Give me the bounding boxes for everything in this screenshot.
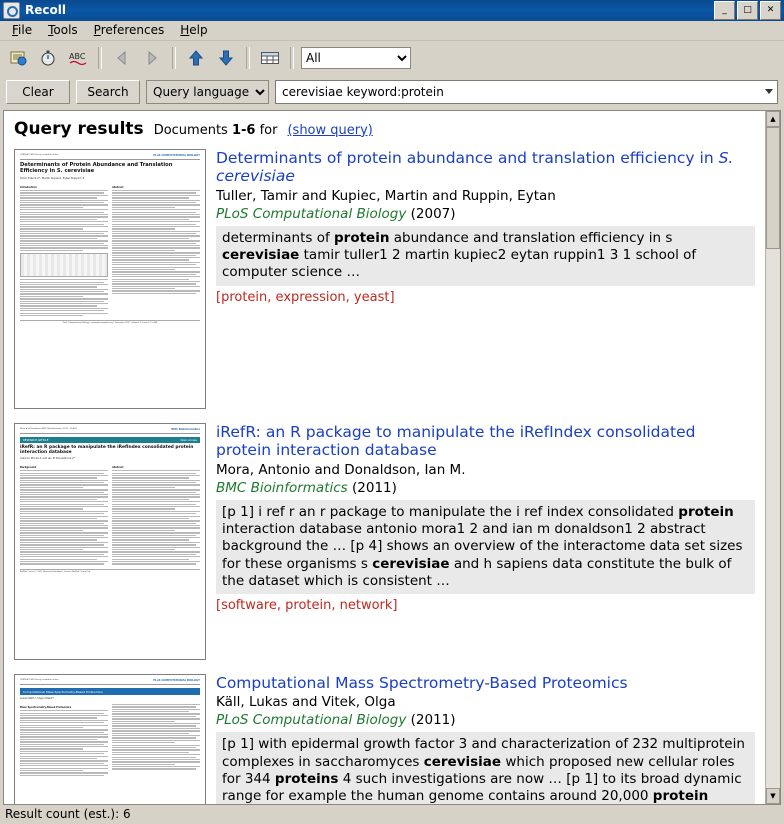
toggle-indexing-button[interactable]: [35, 45, 61, 71]
arrow-left-icon: [113, 49, 131, 67]
thumb-section-1: Mass Spectrometry-Based Proteomics: [20, 705, 72, 709]
result-keywords: [software, protein, network]: [216, 598, 398, 614]
for-label: for: [259, 122, 278, 138]
window-controls: [714, 1, 781, 20]
results-list: [4, 111, 765, 804]
result-filter-select[interactable]: [301, 47, 411, 69]
thumb-figure: [20, 253, 108, 277]
thumb-section-1: Introduction: [20, 185, 37, 189]
status-text: Result count (est.): 6: [5, 807, 131, 822]
scrollbar-thumb[interactable]: [766, 127, 780, 249]
toolbar: [0, 41, 784, 75]
documents-label: Documents: [153, 122, 228, 138]
thumb-columns: [20, 464, 200, 566]
results-panel: [3, 110, 781, 805]
thumb-footer: PLoS Computational Biology | www.ploscompbiol.org 1 December 2007 | Volume 3 | Issue 12 | e248: [20, 320, 200, 325]
snippet-part: which proposed new cellular roles for 344: [222, 753, 735, 787]
scroll-down-arrow[interactable]: ▼: [766, 788, 780, 804]
toolbar-separator-2: [172, 47, 176, 69]
result-title-main: Determinants of protein abundance and translation efficiency in: [216, 148, 719, 167]
query-language-select[interactable]: [146, 80, 269, 104]
result-journal: [216, 480, 755, 496]
thumb-authors: Tamir Tuller1,2*, Martin Kupiec2, Eytan Ruppin1,3: [20, 177, 85, 181]
thumb-title: Determinants of Protein Abundance and Translation Efficiency in S. cerevisiae: [20, 162, 173, 175]
document-thumbnail[interactable]: [14, 149, 206, 409]
result-journal-name: PLoS Computational Biology: [216, 712, 407, 729]
spelling-button[interactable]: [65, 45, 91, 71]
toolbar-separator-3: [246, 47, 250, 69]
result-journal-name: PLoS Computational Biology: [216, 205, 407, 222]
menu-bar: [0, 21, 784, 41]
thumb-header-left: OPEN ACCESS Freely available online: [20, 154, 59, 157]
result-item[interactable]: [14, 674, 755, 804]
result-year: (2011): [352, 479, 397, 496]
menu-help[interactable]: Help: [180, 23, 208, 38]
menu-tools-rest: ools: [53, 23, 78, 38]
result-authors: Käll, Lukas and Vitek, Olga: [216, 694, 396, 711]
window-title: Recoll: [25, 3, 66, 18]
close-button[interactable]: ✕: [760, 1, 781, 20]
result-snippet: [216, 500, 755, 594]
thumb-columns: [20, 184, 200, 318]
arrow-up-icon: [187, 49, 205, 67]
result-details: [216, 674, 755, 804]
snippet-part: interaction database antonio mora1 2 and ian m donaldson1 2 abstract background the … [p 4] shows an overview of the interactome data set sizes for these organisms s: [222, 521, 743, 572]
clear-button[interactable]: Clear: [6, 80, 70, 104]
result-keywords: [protein, expression, yeast]: [216, 289, 395, 305]
documents-count: [154, 123, 278, 138]
menu-file[interactable]: File: [12, 23, 33, 38]
recoll-icon: [3, 2, 20, 19]
back-button[interactable]: [109, 45, 135, 71]
abc-spell-icon: [68, 50, 88, 66]
update-index-button[interactable]: [5, 45, 31, 71]
result-snippet: [216, 226, 755, 286]
result-title-italic: S. cerevisiae: [216, 148, 734, 186]
result-title[interactable]: iRefR: an R package to manipulate the iRefIndex consolidated protein interaction database: [216, 422, 696, 460]
snippet-term: protein: [334, 229, 390, 246]
result-item[interactable]: [14, 423, 755, 660]
arrow-right-icon: [143, 49, 161, 67]
thumb-title: Computational Mass Spectrometry-Based Proteomics: [20, 688, 200, 695]
thumb-header-left: Mora and Donaldson BMC Bioinformatics 2011, 12:455: [20, 428, 77, 431]
document-thumbnail[interactable]: [14, 423, 206, 660]
scrollbar-track[interactable]: [766, 127, 780, 788]
result-title[interactable]: [216, 149, 755, 186]
result-authors: Tuller, Tamir and Kupiec, Martin and Ruppin, Eytan: [216, 188, 556, 205]
thumb-badge-label: RESEARCH ARTICLE: [23, 438, 49, 442]
snippet-term: protein: [678, 503, 734, 520]
thumb-col-left: [20, 704, 108, 777]
snippet-part: tamir tuller1 2 martin kupiec2 eytan ruppin1 3 1 school of computer science …: [222, 247, 697, 281]
minimize-button[interactable]: _: [714, 1, 735, 20]
thumb-header-right: PLoS COMPUTATIONAL BIOLOGY: [153, 153, 200, 157]
result-journal: [216, 712, 755, 728]
table-view-button[interactable]: [257, 45, 283, 71]
document-thumbnail[interactable]: [14, 674, 206, 804]
result-details: [216, 149, 755, 409]
stopwatch-icon: [39, 49, 57, 67]
menu-help-rest: elp: [189, 23, 208, 38]
menu-preferences-rest: references: [100, 23, 165, 38]
sort-down-button[interactable]: [213, 45, 239, 71]
thumb-col-left: [20, 464, 108, 566]
table-grid-icon: [260, 50, 280, 66]
result-year: (2007): [410, 205, 456, 222]
snippet-part: [p 1] with epidermal growth factor 3 and characterization of 232 multiprotein complexes in saccharomyces: [222, 736, 745, 770]
result-details: [216, 423, 755, 660]
thumb-section-1: Background: [20, 465, 37, 469]
snippet-term: proteins: [274, 770, 339, 787]
thumb-col-right: [112, 464, 200, 566]
menu-tools[interactable]: Tools: [48, 23, 78, 38]
search-input[interactable]: [280, 84, 761, 100]
search-bar: [0, 75, 784, 110]
result-journal: [216, 206, 755, 222]
thumb-col-left: [20, 184, 108, 318]
thumb-footer: [20, 569, 200, 574]
thumb-header-left: OPEN ACCESS Freely available online: [20, 679, 59, 682]
thumb-header: [20, 428, 200, 435]
thumb-section-2: Abstract: [112, 465, 124, 469]
result-snippet: [216, 732, 755, 804]
svg-text:ABC: ABC: [69, 52, 86, 62]
menu-file-rest: ile: [18, 23, 33, 38]
snippet-term: cerevisiae: [423, 753, 502, 770]
documents-range: 1-6: [231, 122, 256, 138]
chevron-down-icon[interactable]: [765, 89, 773, 94]
thumb-columns: [20, 704, 200, 777]
thumb-header-right: PLoS COMPUTATIONAL BIOLOGY: [153, 678, 200, 682]
snippet-part: [p 1] i ref r an r package to manipulate the i ref index consolidated: [222, 503, 679, 520]
thumb-badge-access: Open Access: [180, 438, 197, 442]
page-title: Query results: [14, 118, 144, 139]
thumb-authors: Antonio Mora1,2 and Ian M Donaldson1,2*: [20, 457, 76, 461]
status-bar: [0, 805, 784, 824]
toolbar-separator-4: [290, 47, 294, 69]
thumb-footer-text: BioMed Central © 2011 Mora and Donaldson; licensee BioMed Central Ltd.: [20, 570, 91, 573]
scroll-up-arrow[interactable]: ▲: [766, 111, 780, 127]
thumb-header: [20, 154, 200, 161]
thumb-col-right: [112, 184, 200, 318]
thumb-article-badge: [20, 437, 200, 443]
thumbnail-page-preview: [15, 150, 205, 408]
sort-up-button[interactable]: [183, 45, 209, 71]
forward-button[interactable]: [139, 45, 165, 71]
snippet-part: 4 such investigations are now … [p 1] to its broad dynamic range for example the human genome contains around 20,000: [222, 770, 742, 804]
results-scrollbar[interactable]: [765, 111, 780, 804]
snippet-part: abundance and translation efficiency in s: [389, 229, 673, 246]
thumb-title: iRefR: an R package to manipulate the iRefIndex consolidated protein interaction database: [20, 445, 194, 456]
search-button[interactable]: Search: [76, 80, 140, 104]
thumb-authors: Lukas Käll1*, Olga Vitek2*: [20, 697, 54, 701]
result-item[interactable]: [14, 149, 755, 409]
result-authors: Mora, Antonio and Donaldson, Ian M.: [216, 462, 466, 479]
search-input-wrapper[interactable]: [275, 80, 778, 104]
title-bar: [0, 0, 784, 21]
snippet-term: protein: [652, 788, 709, 804]
thumb-header: [20, 679, 200, 686]
thumbnail-page-preview: [15, 675, 205, 804]
thumb-section-2: Abstract: [112, 185, 124, 189]
result-title[interactable]: Computational Mass Spectrometry-Based Proteomics: [216, 673, 628, 692]
menu-preferences[interactable]: Preferences: [93, 23, 165, 38]
show-query-link[interactable]: (show query): [287, 122, 373, 138]
snippet-part: and h sapiens data constitute the bulk of the dataset which is consistent …: [222, 555, 732, 589]
toolbar-separator-1: [98, 47, 102, 69]
result-journal-name: BMC Bioinformatics: [216, 479, 348, 496]
thumb-header-right: BMC Bioinformatics: [171, 427, 200, 431]
results-header: [14, 119, 755, 139]
snippet-term: cerevisiae: [222, 247, 300, 264]
maximize-button[interactable]: □: [737, 1, 758, 20]
thumb-col-right: [112, 704, 200, 777]
result-year: (2011): [410, 712, 456, 729]
snippet-term: cerevisiae: [372, 555, 450, 572]
arrow-down-icon: [217, 49, 235, 67]
thumbnail-page-preview: [15, 424, 205, 659]
snippet-part: determinants of: [222, 229, 334, 246]
index-update-icon: [9, 49, 27, 67]
